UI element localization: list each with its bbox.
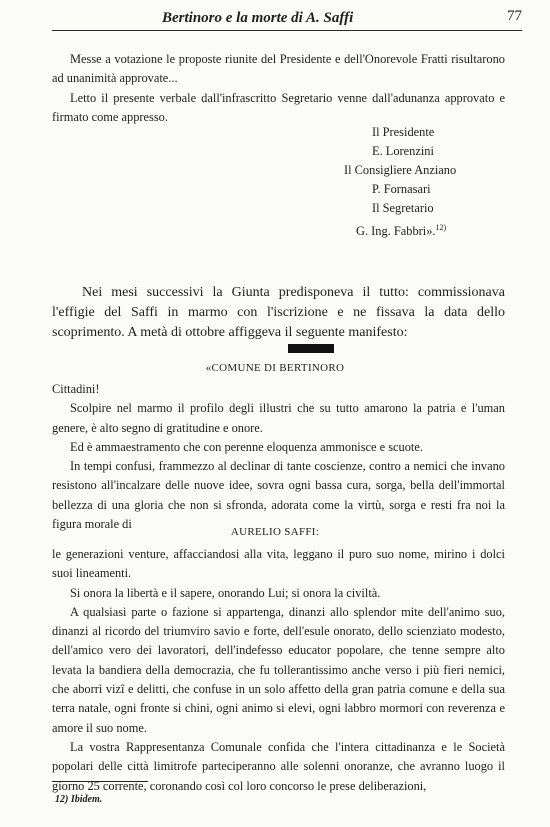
manifesto-text-continued	[52, 545, 505, 796]
page-number: 77	[507, 8, 522, 24]
footnote-divider	[52, 781, 148, 782]
footnote: 12) Ibidem.	[55, 794, 103, 805]
redaction-mark	[288, 344, 334, 353]
minutes-paragraph: Letto il presente verbale dall'infrascritto Segretario venne dall'adunanza approvato e firmato come appresso.	[52, 90, 505, 124]
narrative-paragraph	[52, 283, 505, 343]
manifesto-paragraph: In tempi confusi, frammezzo al declinar di tante coscienze, contro a nemici che invano resistono all'incalzare delle nuove idee, sovra ogni bassa cura, sorga, bella dell'immortal bellezza di una gloria che non si sfronda, adorata come la virtù, sorga e resti fra noi la figura morale di	[52, 459, 505, 532]
manifesto-paragraph: Ed è ammaestramento che con perenne eloquenza ammonisce e scuote.	[70, 439, 423, 454]
signature-block	[340, 123, 520, 241]
signature-title: Il Consigliere Anziano	[344, 163, 457, 177]
signature-title: Il Presidente	[372, 125, 435, 139]
manifesto-heading: «COMUNE DI BERTINORO	[205, 362, 345, 374]
footnote-reference: 12)	[435, 223, 447, 232]
manifesto-paragraph: le generazioni venture, affacciandosi alla vita, leggano il puro suo nome, mirino i dolci suoi lineamenti.	[52, 547, 505, 581]
narrative-text: Nei mesi successivi la Giunta predisponeva il tutto: commissionava l'effigie del Saffi in marmo con l'iscrizione e ne fissava la data dello scoprimento. A metà di ottobre affiggeva il seguente manifesto:	[52, 285, 505, 340]
manifesto-salutation: Cittadini!	[52, 382, 100, 396]
signature-name: G. Ing. Fabbri».$^{12)}$	[356, 223, 447, 239]
minutes-paragraph: Messe a votazione le proposte riunite del Presidente e dell'Onorevole Fratti risultarono ad unanimità approvate...	[52, 52, 505, 86]
page-header	[52, 8, 522, 31]
manifesto-paragraph: A qualsiasi parte o fazione si appartenga, dinanzi allo splendor mite dell'animo suo, dinanzi al ricordo del triumviro savio e forte, dell'esule onorato, dello scienziato modesto, dell'amico vero dei lavoratori, dell'indefesso educator popolare, che tenne sempre alto levata la bandiera della democrazia, che fu tollerantissimo anche verso i più fieri nemici, che aborrì vizî e delitti, che confuse in un solo affetto della gran patria comune e della sua terra natale, ogni fronte si chini, ogni animo si elevi, ogni labbro mormori con reverenza e amore il suo nome.	[52, 604, 505, 735]
manifesto-paragraph: Si onora la libertà e il sapere, onorando Lui; si onora la civiltà.	[70, 585, 381, 600]
honoree-name: AURELIO SAFFI:	[230, 526, 320, 538]
running-title: Bertinoro e la morte di A. Saffi	[162, 10, 354, 26]
minutes-text	[52, 50, 505, 127]
signature-name: E. Lorenzini	[372, 144, 434, 158]
signature-name: P. Fornasari	[372, 182, 431, 196]
manifesto-paragraph: Scolpire nel marmo il profilo degli illustri che su tutto amarono la patria e l'uman genere, è alto segno di gratitudine e onore.	[52, 401, 505, 435]
manifesto-text	[52, 380, 505, 534]
signature-title: Il Segretario	[372, 201, 434, 215]
manifesto-paragraph: La vostra Rappresentanza Comunale confida che l'intera cittadinanza e le Società popolari delle città limitrofe parteciperanno alle solenni onoranze, che avranno luogo il giorno 25 corrente, coronando così col loro concorso le prese deliberazioni,	[52, 739, 505, 793]
